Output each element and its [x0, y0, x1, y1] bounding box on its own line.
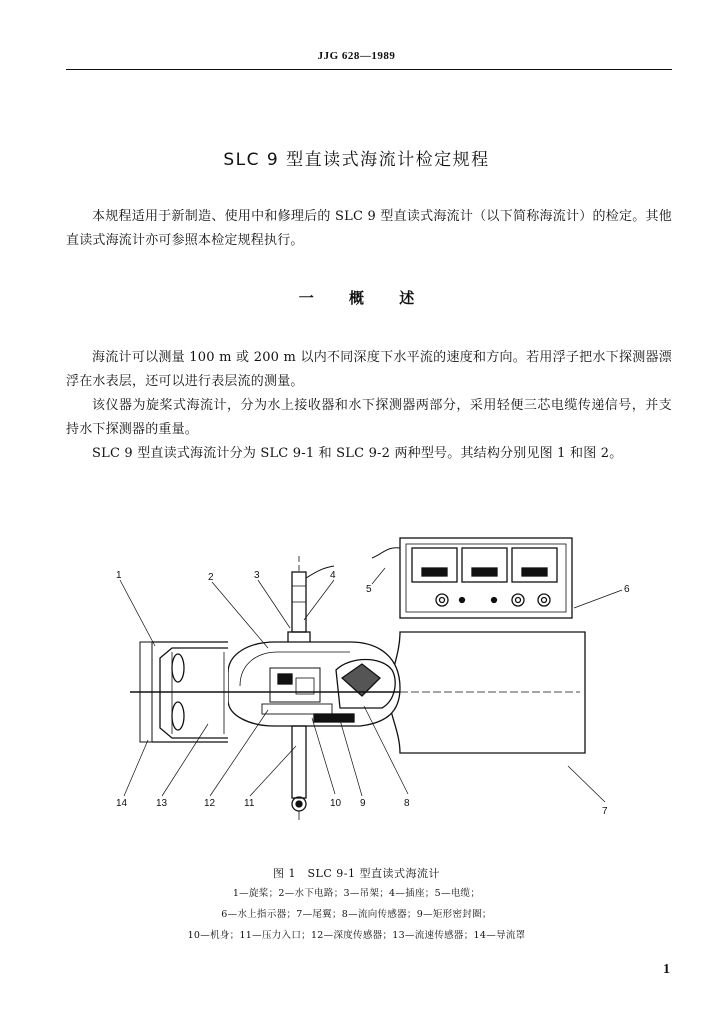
callout-4: 4: [330, 570, 336, 581]
callout-2: 2: [208, 572, 214, 583]
callout-1: 1: [116, 570, 122, 581]
standard-code-header: JJG 628—1989: [317, 50, 396, 62]
callout-9: 9: [360, 798, 366, 809]
callout-13: 13: [156, 798, 168, 809]
paragraph-3: SLC 9 型直读式海流计分为 SLC 9-1 和 SLC 9-2 两种型号。其结构分别见图 1 和图 2。: [92, 446, 623, 461]
callout-7: 7: [602, 806, 608, 817]
callout-12: 12: [204, 798, 216, 809]
figure-legend-line-3: 10—机身；11—压力入口；12—深度传感器；13—流速传感器；14—导流罩: [187, 930, 526, 941]
callout-14: 14: [116, 798, 128, 809]
paragraph-2: 该仪器为旋桨式海流计，分为水上接收器和水下探测器两部分，采用轻便三芯电缆传递信号，并支持水下探测器的重量。: [66, 398, 672, 437]
header-rule: [66, 69, 672, 70]
callout-6: 6: [624, 584, 630, 595]
callout-11: 11: [244, 798, 255, 809]
callout-5: 5: [366, 584, 372, 595]
callout-8: 8: [404, 798, 410, 809]
figure-legend-line-1: 1—旋桨；2—水下电路；3—吊架；4—插座；5—电缆；: [232, 888, 481, 899]
section-heading: 一 概 述: [298, 289, 415, 307]
figure-caption: 图 1 SLC 9-1 型直读式海流计: [273, 867, 440, 880]
paragraph-1: 海流计可以测量 100 m 或 200 m 以内不同深度下水平流的速度和方向。若用浮子把水下探测器漂浮在水表层，还可以进行表层流的测量。: [66, 350, 672, 389]
page-number: 1: [663, 962, 670, 977]
callout-3: 3: [254, 570, 260, 581]
surface-indicator: [400, 538, 572, 618]
current-meter-diagram: [100, 528, 660, 828]
figure-legend-line-2: 6—水上指示器；7—尾翼；8—流向传感器；9—矩形密封圈；: [221, 909, 492, 920]
callout-10: 10: [330, 798, 342, 809]
intro-paragraph: 本规程适用于新制造、使用中和修理后的 SLC 9 型直读式海流计（以下简称海流计）的检定。其他直读式海流计亦可参照本检定规程执行。: [66, 209, 672, 248]
document-title: SLC 9 型直读式海流计检定规程: [223, 150, 490, 170]
